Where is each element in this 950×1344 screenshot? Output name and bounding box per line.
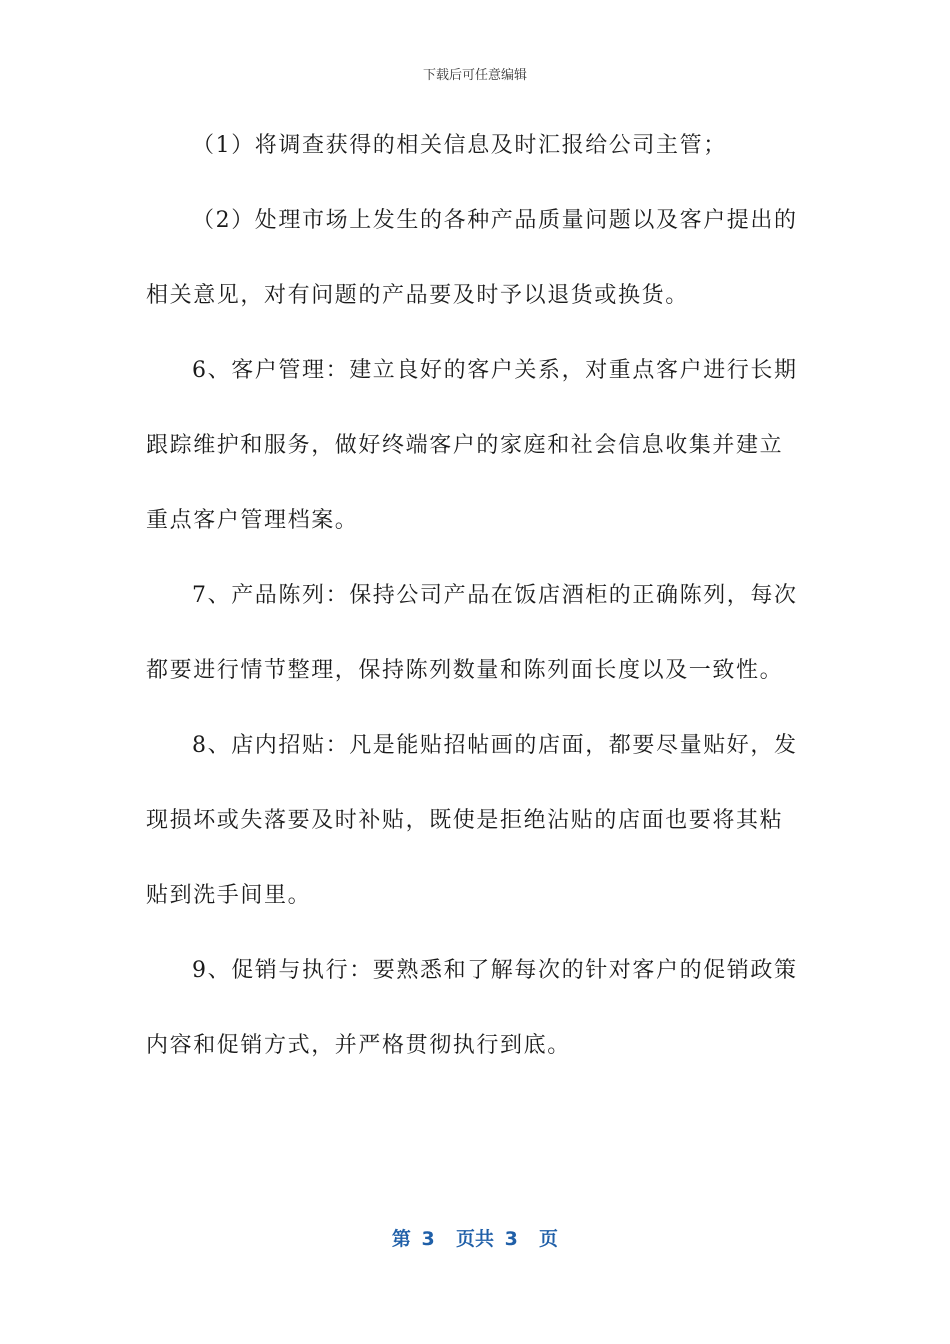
paragraph-line: 7、产品陈列：保持公司产品在饭店酒柜的正确陈列，每次 [192,583,798,608]
paragraph-line: 都要进行情节整理，保持陈列数量和陈列面长度以及一致性。 [146,658,784,683]
paragraph-line: 跟踪维护和服务，做好终端客户的家庭和社会信息收集并建立 [146,433,784,458]
paragraph-line: 6、客户管理：建立良好的客户关系，对重点客户进行长期 [192,358,798,383]
paragraph-line: 内容和促销方式，并严格贯彻执行到底。 [146,1033,571,1058]
document-body [146,122,806,1097]
header-note: 下载后可任意编辑 [422,68,527,83]
paragraph-line: （1）将调查获得的相关信息及时汇报给公司主管； [192,133,727,158]
paragraph-line: 9、促销与执行：要熟悉和了解每次的针对客户的促销政策 [192,958,798,983]
paragraph-line: 相关意见，对有问题的产品要及时予以退货或换货。 [146,283,689,308]
paragraph-line: （2）处理市场上发生的各种产品质量问题以及客户提出的 [192,208,798,233]
paragraph-line: 8、店内招贴：凡是能贴招帖画的店面，都要尽量贴好，发 [192,733,798,758]
page-footer [0,1224,950,1251]
page-number-label: 第 3 页共 3 页 [391,1228,559,1250]
paragraph-line: 重点客户管理档案。 [146,508,359,533]
paragraph-line: 现损坏或失落要及时补贴，既使是拒绝沾贴的店面也要将其粘 [146,808,784,833]
paragraph-line: 贴到洗手间里。 [146,883,312,908]
